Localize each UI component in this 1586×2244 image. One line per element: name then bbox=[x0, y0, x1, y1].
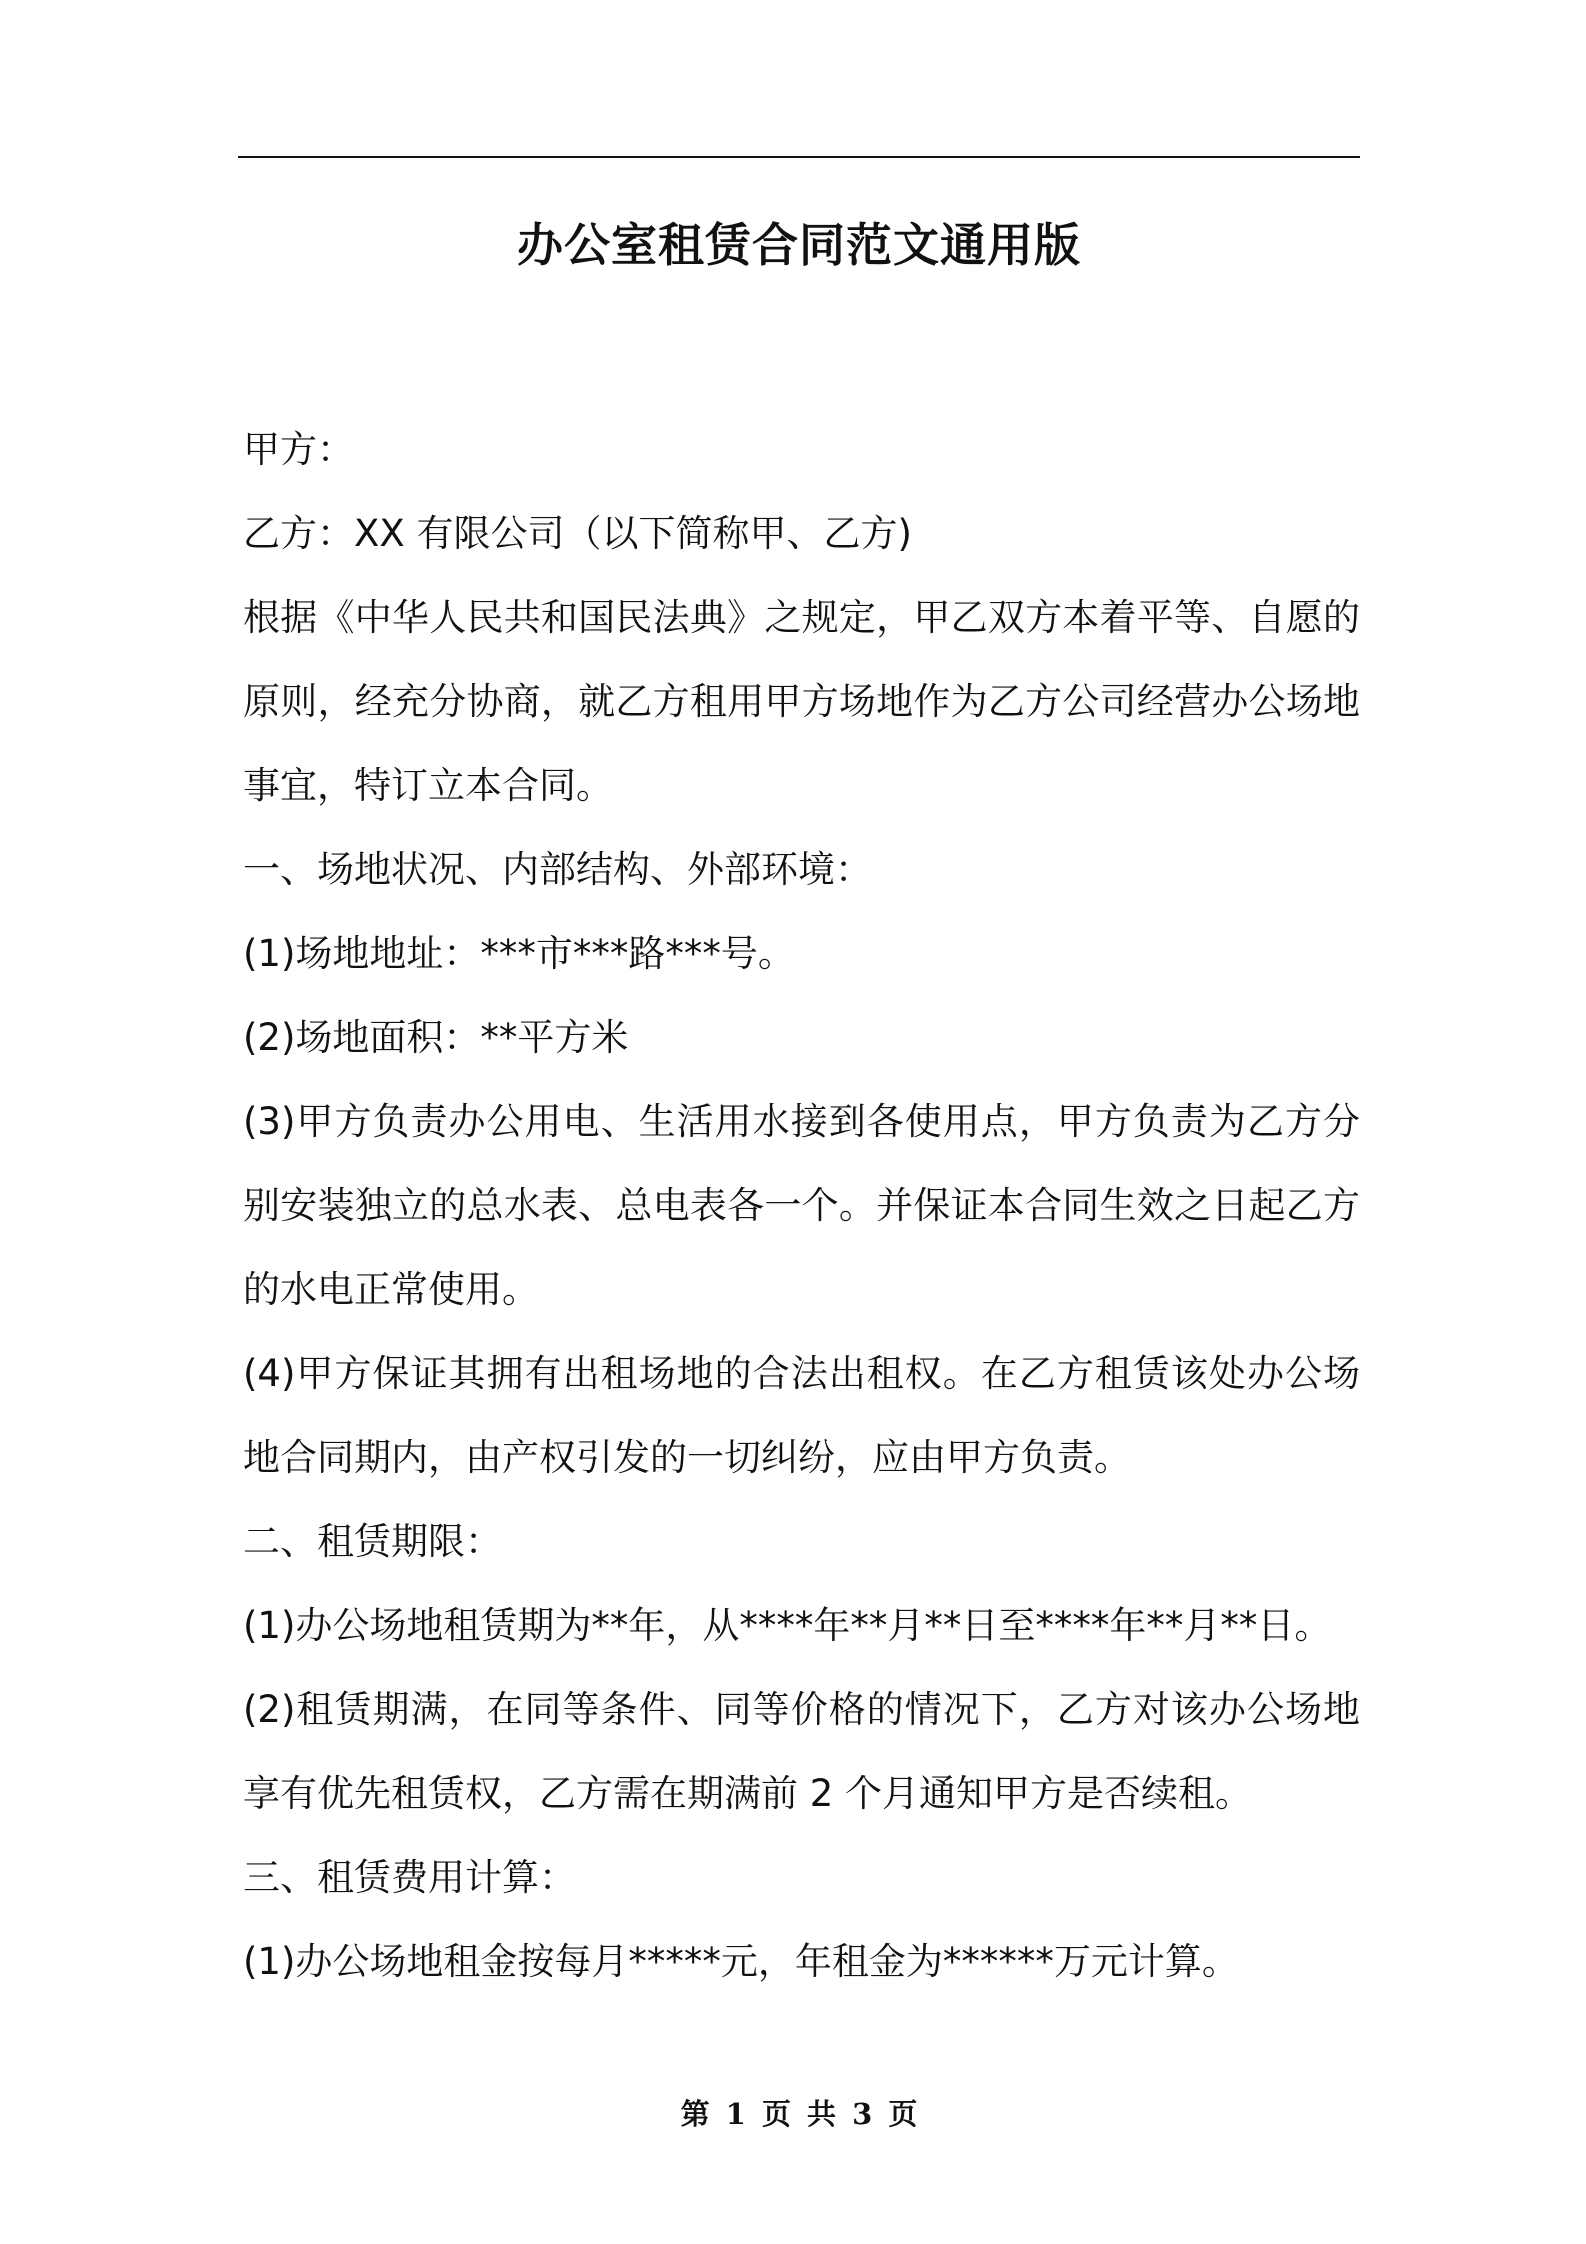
clause-2-2: (2)租赁期满，在同等条件、同等价格的情况下，乙方对该办公场地享有优先租赁权，乙方需在期满前 2 个月通知甲方是否续租。 bbox=[243, 1688, 1360, 1815]
clause-1-1: (1)场地地址：***市***路***号。 bbox=[243, 932, 795, 975]
header-rule bbox=[238, 156, 1360, 158]
document-title: 办公室租赁合同范文通用版 bbox=[517, 218, 1081, 272]
section-heading-1: 一、场地状况、内部结构、外部环境： bbox=[243, 848, 872, 891]
clause-1-4: (4)甲方保证其拥有出租场地的合法出租权。在乙方租赁该处办公场地合同期内，由产权引发的一切纠纷，应由甲方负责。 bbox=[243, 1352, 1360, 1479]
clause-2-1: (1)办公场地租赁期为**年，从****年**月**日至****年**月**日。 bbox=[243, 1604, 1332, 1647]
party-a-line: 甲方： bbox=[243, 428, 354, 471]
clause-1-3: (3)甲方负责办公用电、生活用水接到各使用点，甲方负责为乙方分别安装独立的总水表、总电表各一个。并保证本合同生效之日起乙方的水电正常使用。 bbox=[243, 1100, 1360, 1311]
preamble-paragraph: 根据《中华人民共和国民法典》之规定，甲乙双方本着平等、自愿的原则，经充分协商，就乙方租用甲方场地作为乙方公司经营办公场地事宜，特订立本合同。 bbox=[243, 596, 1360, 807]
clause-3-1: (1)办公场地租金按每月*****元，年租金为******万元计算。 bbox=[243, 1940, 1239, 1983]
document-body bbox=[243, 408, 1360, 2004]
section-heading-2: 二、租赁期限： bbox=[243, 1520, 502, 1563]
section-heading-3: 三、租赁费用计算： bbox=[243, 1856, 576, 1899]
clause-1-2: (2)场地面积：**平方米 bbox=[243, 1016, 629, 1059]
page-footer: 第 1 页 共 3 页 bbox=[680, 2097, 918, 2131]
party-b-line: 乙方：XX 有限公司（以下简称甲、乙方) bbox=[243, 512, 912, 555]
